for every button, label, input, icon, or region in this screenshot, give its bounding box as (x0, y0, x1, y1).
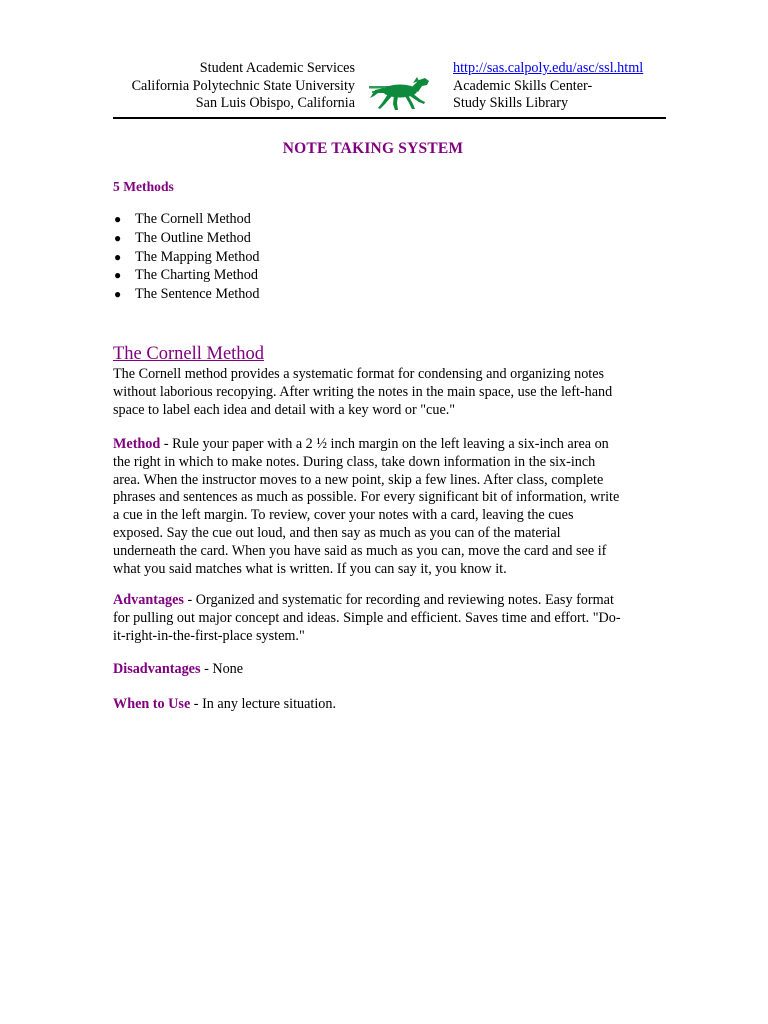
bullet-icon: ● (114, 230, 122, 245)
bullet-icon: ● (114, 212, 122, 226)
section-heading-cornell: The Cornell Method (113, 344, 265, 364)
method-label: Method (113, 436, 161, 452)
method-paragraph: Method - Rule your paper with a 2 ½ inch margin on the left leaving a six-inch area on the right in which to make notes. During class, take down information in the six-inch area. When the instructor moves to a new point, skip a few lines. After class, complete phrases and sentences as much as possible. For every significant bit of information, write a cue in the left margin. To review, cover your notes with a card, leaving the cues exposed. Say the cue out loud, and then say as much as you can of the material underneath the card. When you have said as much as you can, move the card and see if what you said matches what is written. If you can say it, you know it. (113, 436, 620, 577)
advantages-paragraph: Advantages - Organized and systematic for recording and reviewing notes. Easy format for pulling out major concept and ideas. Simple and efficient. Saves time and effort. "Do- it-right-in-the-first-place system." (113, 592, 621, 644)
header-left (112, 60, 355, 113)
page-title: NOTE TAKING SYSTEM (282, 140, 464, 157)
mustang-logo-icon (369, 74, 439, 114)
header-center-line: Academic Skills Center- (453, 77, 593, 94)
list-item: ● The Cornell Method (114, 211, 251, 227)
list-item: ● The Mapping Method (114, 248, 260, 265)
methods-list (113, 210, 260, 304)
header-right (453, 60, 693, 113)
header-divider (113, 117, 666, 119)
ssl-link[interactable]: http://sas.calpoly.edu/asc/ssl.html (453, 60, 644, 76)
header-university-line: California Polytechnic State University (131, 77, 355, 94)
list-item: ● The Sentence Method (114, 286, 260, 303)
when-to-use-label: When to Use (113, 696, 191, 712)
list-item: ● The Outline Method (114, 229, 251, 246)
header-location-line: San Luis Obispo, California (195, 95, 355, 111)
bullet-icon: ● (114, 287, 122, 302)
header-library-line: Study Skills Library (453, 95, 569, 111)
methods-heading: 5 Methods (113, 179, 174, 194)
when-to-use-paragraph: When to Use - In any lecture situation. (113, 696, 337, 712)
bullet-icon: ● (114, 268, 122, 283)
cornell-intro: The Cornell method provides a systematic format for condensing and organizing notes without laborious recopying. After writing the notes in the main space, use the left-hand space to label each idea and detail with a key word or "cue." (113, 366, 613, 418)
advantages-label: Advantages (113, 592, 184, 608)
list-item: ● The Charting Method (114, 267, 258, 284)
header-org-line: Student Academic Services (199, 60, 355, 76)
disadvantages-paragraph: Disadvantages - None (113, 661, 244, 677)
disadvantages-label: Disadvantages (113, 661, 201, 677)
bullet-icon: ● (114, 249, 122, 264)
